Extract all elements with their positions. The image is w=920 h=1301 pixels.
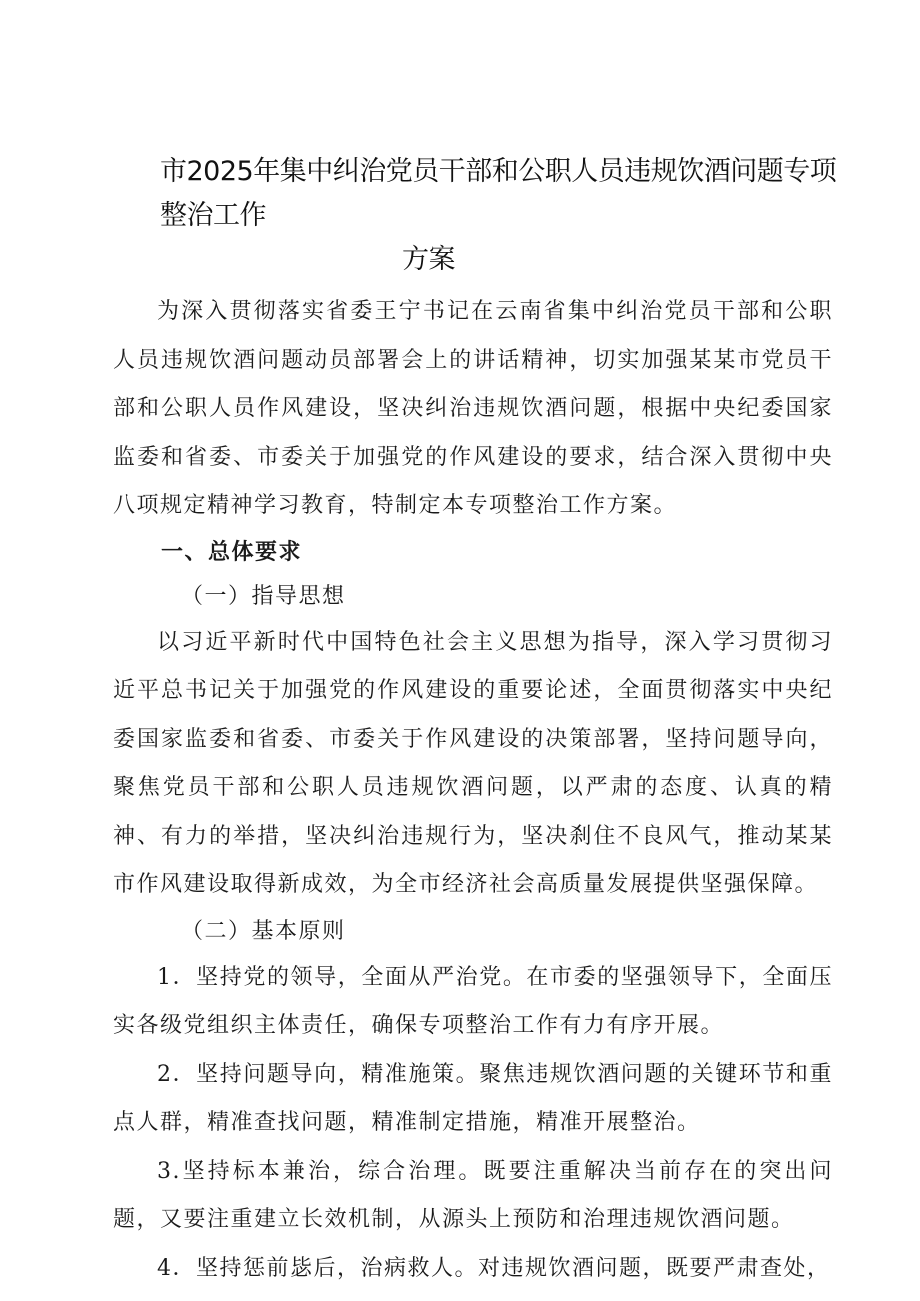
principle-item: 3.坚持标本兼治，综合治理。既要注重解决当前存在的突出问题，又要注重建立长效机制，从源头上预防和治理违规饮酒问题。 <box>113 1158 833 1232</box>
section-heading-overall-requirements: 一、总体要求 <box>161 539 303 565</box>
document-title <box>160 150 860 282</box>
subheading-basic-principles: （二）基本原则 <box>181 918 346 944</box>
principle-item: 1．坚持党的领导，全面从严治党。在市委的坚强领导下，全面压实各级党组织主体责任，确保专项整治工作有力有序开展。 <box>113 964 833 1038</box>
principle-item: 2．坚持问题导向，精准施策。聚焦违规饮酒问题的关键环节和重点人群，精准查找问题，精准制定措施，精准开展整治。 <box>113 1061 833 1135</box>
subheading-guiding-thought: （一）指导思想 <box>181 583 346 609</box>
guiding-thought-paragraph: 以习近平新时代中国特色社会主义思想为指导，深入学习贯彻习近平总书记关于加强党的作风建设的重要论述，全面贯彻落实中央纪委国家监委和省委、市委关于作风建设的决策部署，坚持问题导向，聚焦党员干部和公职人员违规饮酒问题，以严肃的态度、认真的精神、有力的举措，坚决纠治违规行为，坚决刹住不良风气，推动某某市作风建设取得新成效，为全市经济社会高质量发展提供坚强保障。 <box>113 629 833 897</box>
intro-paragraph: 为深入贯彻落实省委王宁书记在云南省集中纠治党员干部和公职人员违规饮酒问题动员部署会上的讲话精神，切实加强某某市党员干部和公职人员作风建设，坚决纠治违规饮酒问题，根据中央纪委国家监委和省委、市委关于加强党的作风建设的要求，结合深入贯彻中央八项规定精神学习教育，特制定本专项整治工作方案。 <box>113 299 833 518</box>
principle-item: 4．坚持惩前毖后，治病救人。对违规饮酒问题，既要严肃查处， <box>157 1255 831 1281</box>
document-body <box>113 288 833 1293</box>
title-line-2: 方案 <box>402 244 455 275</box>
title-line-1: 市2025年集中纠治党员干部和公职人员违规饮酒问题专项整治工作 <box>160 156 837 231</box>
